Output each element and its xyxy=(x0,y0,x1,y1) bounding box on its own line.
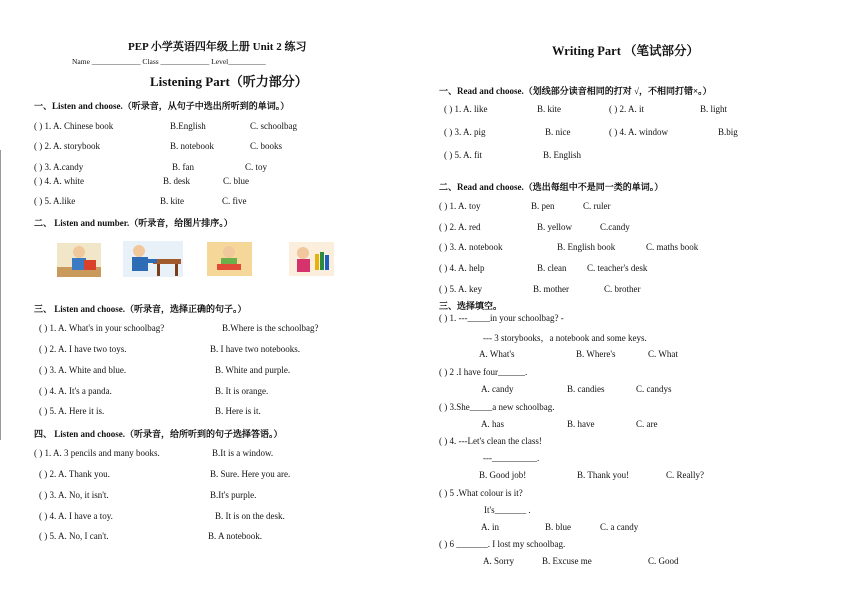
option-c: C. teacher's desk xyxy=(587,263,648,273)
phonics-item: ( ) 3. A. pig xyxy=(444,127,486,137)
picture-girl-reading xyxy=(207,242,251,276)
question-number-a: ( ) 3. A. White and blue. xyxy=(39,365,127,375)
question-number-a: ( ) 1. A. toy xyxy=(439,201,481,211)
option-b: B. Excuse me xyxy=(542,556,592,566)
option-b: B.English xyxy=(170,121,206,131)
option-c: C. Good xyxy=(648,556,679,566)
option-c: C. candys xyxy=(636,384,672,394)
fill-question: ( ) 6 _______. I lost my schoolbag. xyxy=(439,539,566,549)
question-number-a: ( ) 3. A. notebook xyxy=(439,242,503,252)
option-b: B. desk xyxy=(163,176,190,186)
margin-mark xyxy=(0,150,1,440)
question-number-a: ( ) 4. A. It's a panda. xyxy=(39,386,112,396)
fill-question: ( ) 2 .I have four______. xyxy=(439,367,528,377)
option-b: B. candies xyxy=(567,384,605,394)
option-c: C. brother xyxy=(604,284,641,294)
option-b: B. It is on the desk. xyxy=(215,511,285,521)
worksheet-title: PEP 小学英语四年级上册 Unit 2 练习 xyxy=(128,41,307,53)
phonics-item: B. nice xyxy=(545,127,571,137)
fill-question-line2: ---__________. xyxy=(483,453,540,463)
listening-part-title: Listening Part（听力部分） xyxy=(150,74,308,89)
question-number-a: ( ) 1. A. What's in your schoolbag? xyxy=(39,323,165,333)
phonics-item: ( ) 2. A. it xyxy=(609,104,644,114)
option-b: B. have xyxy=(567,419,595,429)
question-number-a: ( ) 5. A.like xyxy=(34,196,76,206)
question-number-a: ( ) 5. A. Here it is. xyxy=(39,406,105,416)
option-b: B. A notebook. xyxy=(208,531,263,541)
section-heading: 三、 Listen and choose.（听录音，选择正确的句子。） xyxy=(34,304,247,314)
option-c: C. a candy xyxy=(600,522,639,532)
option-b: B. It is orange. xyxy=(215,386,269,396)
option-b: B. kite xyxy=(160,196,184,206)
picture-boy-with-schoolbag xyxy=(57,243,101,277)
option-b: B. English book xyxy=(557,242,616,252)
fill-question: ( ) 1. ---_____in your schoolbag? - xyxy=(439,313,564,323)
option-c: C. Really? xyxy=(666,470,704,480)
option-c: C. schoolbag xyxy=(250,121,297,131)
fill-question: ( ) 5 .What colour is it? xyxy=(439,488,523,498)
option-c: C. maths book xyxy=(646,242,699,252)
question-number-a: ( ) 5. A. key xyxy=(439,284,482,294)
writing-part-title: Writing Part （笔试部分） xyxy=(552,44,699,58)
option-b: B.It's purple. xyxy=(210,490,257,500)
question-number-a: ( ) 2. A. I have two toys. xyxy=(39,344,127,354)
option-b: B. Sure. Here you are. xyxy=(210,469,291,479)
option-b: B. fan xyxy=(172,162,194,172)
phonics-item: B. light xyxy=(700,104,728,114)
question-number-a: ( ) 1. A. 3 pencils and many books. xyxy=(34,448,160,458)
question-number-a: ( ) 2. A. red xyxy=(439,222,481,232)
question-number-a: ( ) 4. A. I have a toy. xyxy=(39,511,113,521)
option-c: C. blue xyxy=(223,176,249,186)
phonics-item: ( ) 4. A. window xyxy=(609,127,668,137)
option-b: B. Where's xyxy=(576,349,616,359)
option-c: C. What xyxy=(648,349,678,359)
phonics-item: ( ) 1. A. like xyxy=(444,104,488,114)
section-heading: 四、 Listen and choose.（听录音，给所听到的句子选择答语。） xyxy=(34,429,283,439)
option-b: B. Here is it. xyxy=(215,406,261,416)
section-heading: 三、选择填空。 xyxy=(439,301,503,311)
phonics-item: B. English xyxy=(543,150,582,160)
option-a: A. candy xyxy=(481,384,514,394)
fill-question: ( ) 4. ---Let's clean the class! xyxy=(439,436,542,446)
phonics-item: ( ) 5. A. fit xyxy=(444,150,482,160)
option-b: B.It is a window. xyxy=(212,448,274,458)
fill-question: ( ) 3.She_____a new schoolbag. xyxy=(439,402,555,412)
option-b: B. blue xyxy=(545,522,571,532)
option-a: A. in xyxy=(481,522,499,532)
question-number-a: ( ) 5. A. No, I can't. xyxy=(39,531,109,541)
option-c: C. five xyxy=(222,196,247,206)
option-b: B. White and purple. xyxy=(215,365,291,375)
option-c: C. toy xyxy=(245,162,268,172)
question-number-a: ( ) 2. A. storybook xyxy=(34,141,100,151)
option-b: B. pen xyxy=(531,201,555,211)
option-b: B. notebook xyxy=(170,141,214,151)
phonics-item: B. kite xyxy=(537,104,561,114)
option-b: B. yellow xyxy=(537,222,572,232)
fill-question-line2: It's_______ . xyxy=(484,505,531,515)
question-number-a: ( ) 3. A.candy xyxy=(34,162,84,172)
option-b: B. Thank you! xyxy=(577,470,630,480)
option-c: C. books xyxy=(250,141,283,151)
picture-kid-at-desk xyxy=(123,241,167,275)
option-b: B. clean xyxy=(537,263,567,273)
question-number-a: ( ) 4. A. white xyxy=(34,176,84,186)
question-number-a: ( ) 4. A. help xyxy=(439,263,485,273)
phonics-item: B.big xyxy=(718,127,738,137)
section-heading: 一、Read and choose.（划线部分读音相同的打对 √，不相同打错×。） xyxy=(439,86,712,96)
section-heading: 二、Read and choose.（选出每组中不是同一类的单词。） xyxy=(439,182,664,192)
option-b: B.Where is the schoolbag? xyxy=(222,323,319,333)
section-heading: 一、Listen and choose.（听录音，从句子中选出所听到的单词。） xyxy=(34,101,290,111)
fill-question-line2: --- 3 storybooks，a notebook and some keys. xyxy=(483,333,647,343)
question-number-a: ( ) 3. A. No, it isn't. xyxy=(39,490,109,500)
section-heading: 二、 Listen and number.（听录音，给图片排序。） xyxy=(34,218,233,228)
option-b: B. mother xyxy=(533,284,569,294)
question-number-a: ( ) 2. A. Thank you. xyxy=(39,469,110,479)
option-a: B. Good job! xyxy=(479,470,527,480)
option-a: A. What's xyxy=(479,349,515,359)
student-info-line: Name _____________ Class _____________ Level__________ xyxy=(72,57,266,66)
question-number-a: ( ) 1. A. Chinese book xyxy=(34,121,114,131)
picture-girl-with-crayons xyxy=(289,242,333,276)
option-b: B. I have two notebooks. xyxy=(210,344,300,354)
option-a: A. Sorry xyxy=(483,556,514,566)
option-c: C.candy xyxy=(600,222,630,232)
option-c: C. are xyxy=(636,419,658,429)
option-a: A. has xyxy=(481,419,504,429)
option-c: C. ruler xyxy=(583,201,611,211)
